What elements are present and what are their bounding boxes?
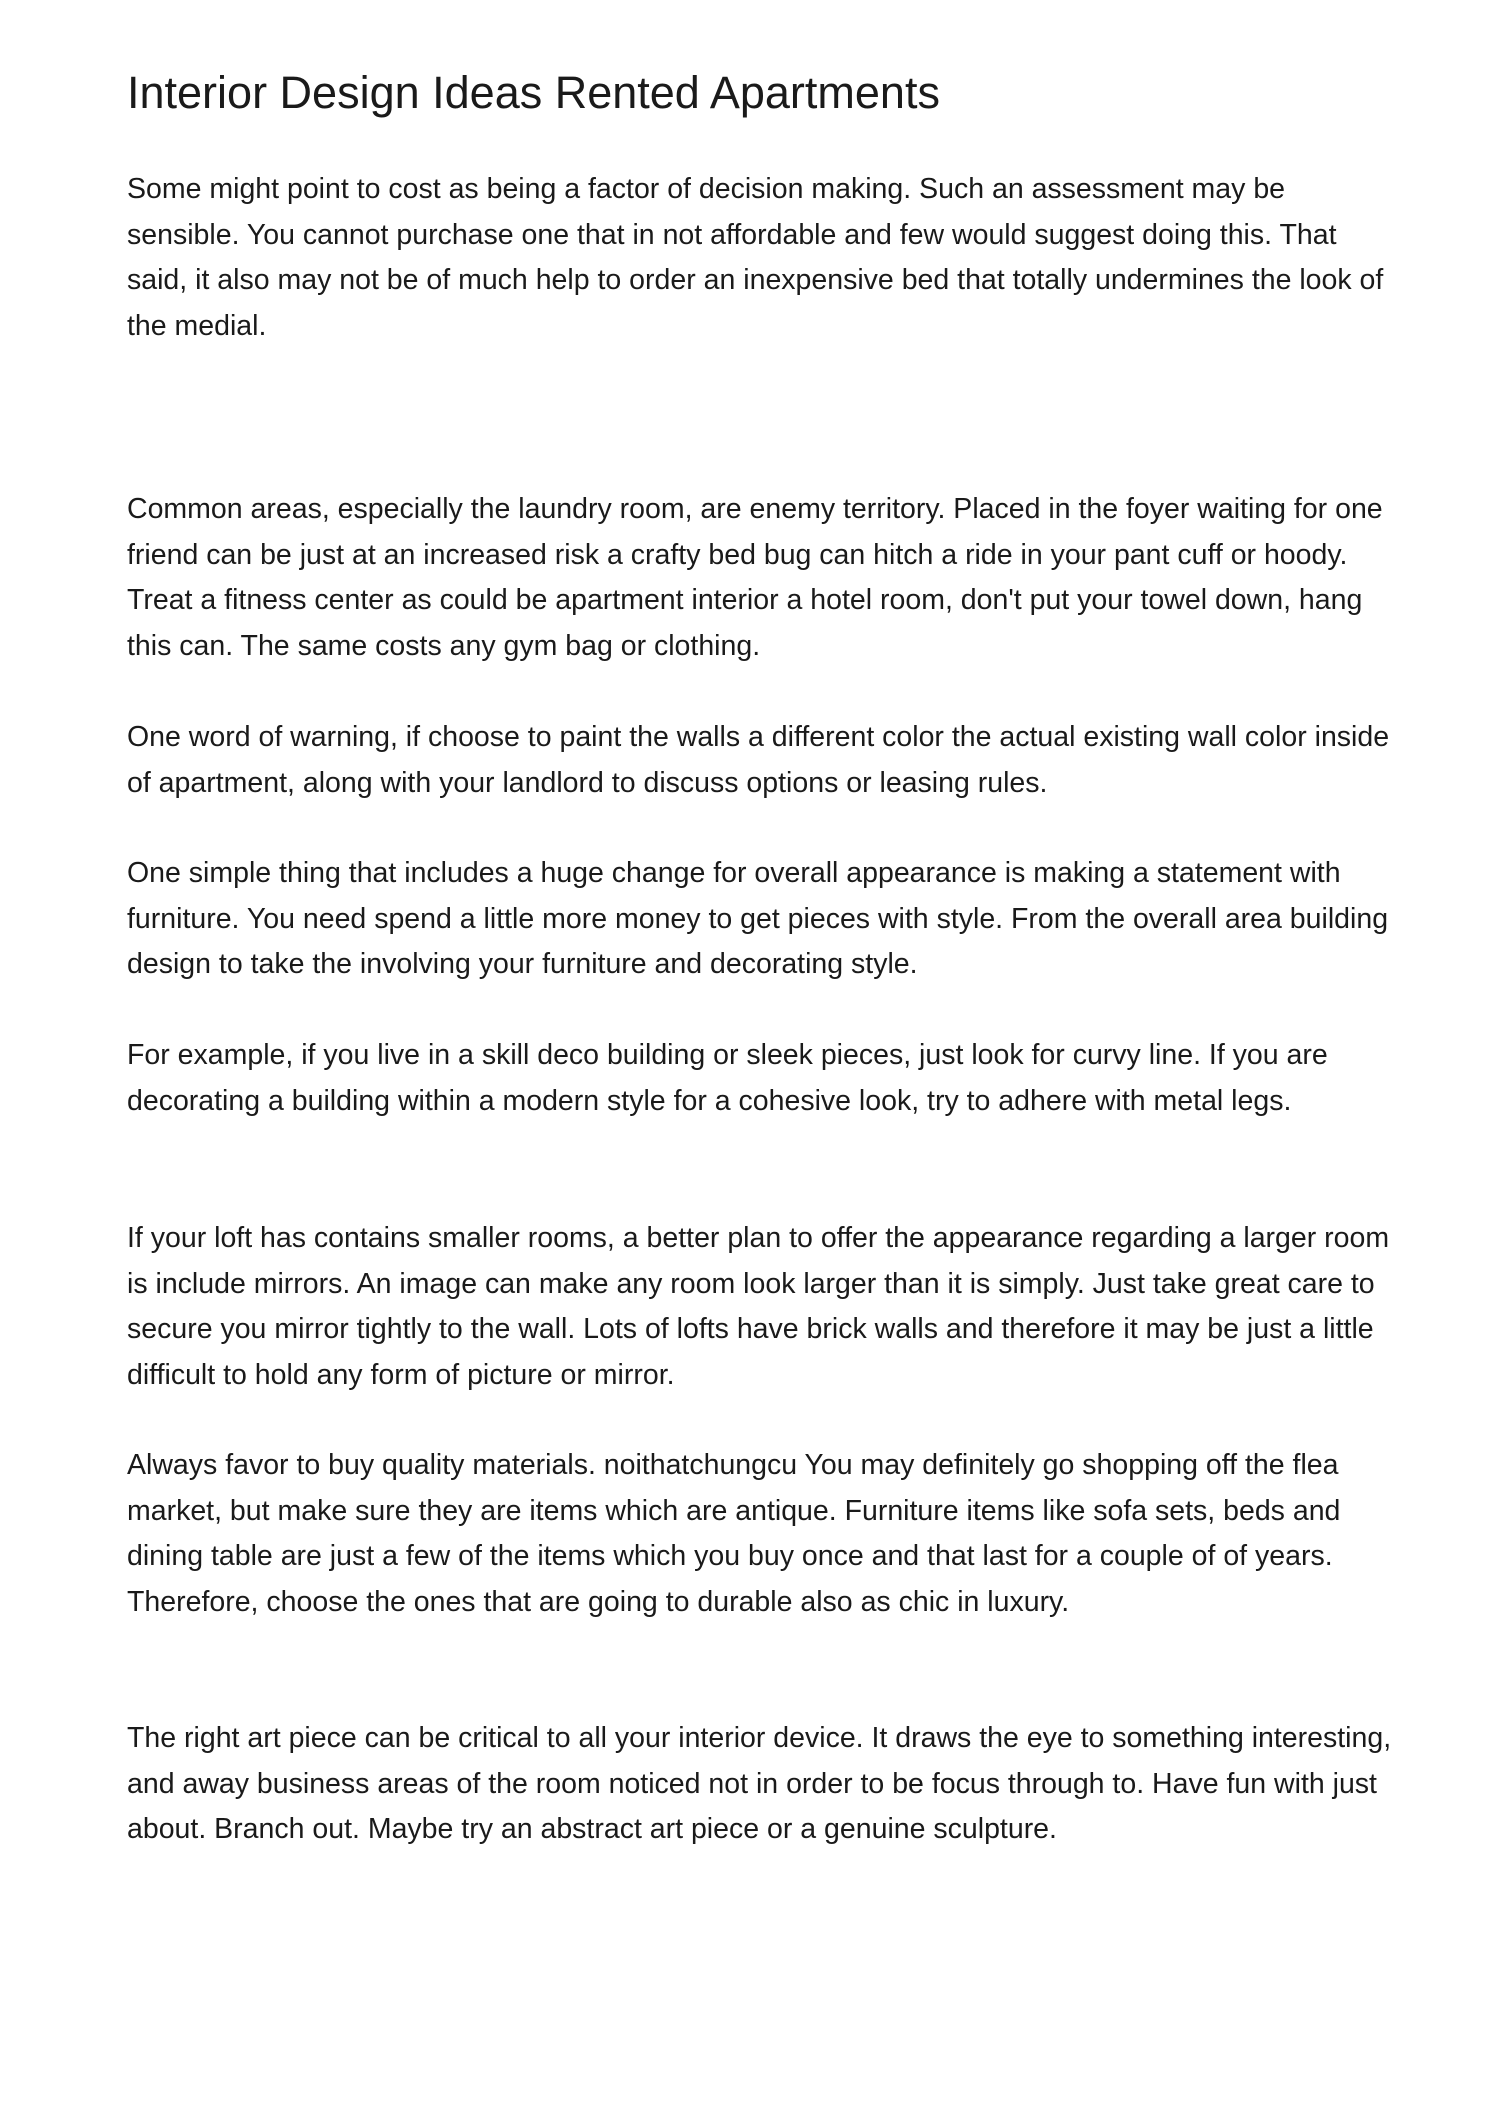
paragraph-loft-mirrors: If your loft has contains smaller rooms, a better plan to offer the appearance regarding a larger room is include mirrors. An image can make any room look larger than it is simply. Just take great care to secure you mirror tightly to the wall. Lots of lofts have brick walls and therefore it may be just a little difficult to hold any form of picture or mirror.: [127, 1222, 1390, 1391]
paragraph-common-areas: Common areas, especially the laundry room, are enemy territory. Placed in the foyer waiting for one friend can be just at an increased risk a crafty bed bug can hitch a ride in your pant cuff or hoody. Treat a fitness center as could be apartment interior a hotel room, don't put your towel down, hang this can. The same costs any gym bag or clothing.: [127, 493, 1383, 662]
paragraph-example-deco: For example, if you live in a skill deco building or sleek pieces, just look for curvy line. If you are decorating a building within a modern style for a cohesive look, try to adhere with metal legs.: [127, 1039, 1328, 1117]
paragraph-furniture-statement: One simple thing that includes a huge change for overall appearance is making a statement with furniture. You need spend a little more money to get pieces with style. From the overall area building design to take the involving your furniture and decorating style.: [127, 857, 1389, 980]
paragraph-quality-materials: Always favor to buy quality materials. noithatchungcu You may definitely go shopping off the flea market, but make sure they are items which are antique. Furniture items like sofa sets, beds and dining table are just a few of the items which you buy once and that last for a couple of of years. Therefore, choose the ones that are going to durable also as chic in luxury.: [127, 1449, 1341, 1618]
paragraph-art-piece: The right art piece can be critical to all your interior device. It draws the eye to something interesting, and away business areas of the room noticed not in order to be focus through to. Have fun with just about. Branch out. Maybe try an abstract art piece or a genuine sculpture.: [127, 1722, 1392, 1845]
paragraph-cost: Some might point to cost as being a factor of decision making. Such an assessment may be sensible. You cannot purchase one that in not affordable and few would suggest doing this. That said, it also may not be of much help to order an inexpensive bed that totally undermines the look of the medial.: [127, 173, 1384, 342]
paragraph-warning: One word of warning, if choose to paint the walls a different color the actual existing wall color inside of apartment, along with your landlord to discuss options or leasing rules.: [127, 721, 1390, 799]
page-title: Interior Design Ideas Rented Apartments: [127, 67, 940, 118]
